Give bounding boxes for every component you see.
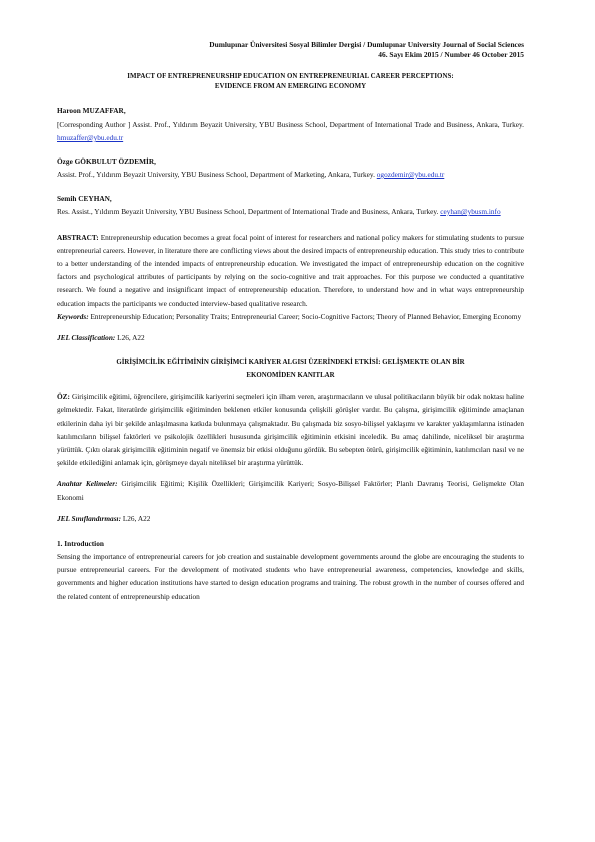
- oz-text: Girişimcilik eğitimi, öğrencilere, girişimcilik kariyerini seçmeleri için ilham veren, araştırmacıların ve ulusal politikacıların büyük bir odak noktası haline gelmektedir. Fakat, literatürde girişimcilik eğitiminden beklenen etkiler konusunda çelişkili görüşler vardır. Bu çalışma, girişimcilik eğitiminde amaçlanan etkilerinin daha iyi bir şekilde anlaşılmasına katkıda bulunmaya çalışmaktadır. Bu çalışmada biz sosyo-bilişsel yaklaşımı ve karakter yaklaşımlarına istinaden katılımcıların bilişsel faktörleri ve psikolojik özellikleri hususunda girişimcilik eğitiminin etkisini inceledik. Bu amaç dahilinde, niceliksel bir araştırma yürüttük. Çıktı olarak girişimcilik eğitiminin negatif ve önemsiz bir etkisi olduğunu gördük. Bu sebepten ötürü, girişimcilik eğitiminin, katılımcıları nasıl ve ne şekilde etkilediğini anlamak için, görüşmeye dayalı niteliksel bir araştırma yürüttük.: [57, 392, 525, 468]
- oz-label: ÖZ:: [57, 392, 70, 402]
- abstract: [57, 231, 524, 310]
- turkish-keywords: [57, 477, 524, 503]
- affiliation-line: and Business, Ankara, Turkey.: [433, 119, 524, 129]
- journal-header-line2: 46. Sayı Ekim 2015 / Number 46 October 2015: [378, 50, 524, 59]
- turkish-title-line1: GİRİŞİMCİLİK EĞİTİMİNİN GİRİŞİMCİ KARİYER ALGISI ÜZERİNDEKİ ETKİSİ: GELİŞMEKTE OLAN BİR: [116, 359, 465, 367]
- author-block-2: [57, 155, 524, 182]
- author-name: Haroon MUZAFFAR,: [57, 106, 126, 115]
- anahtar-text: Girişimcilik Eğitimi; Kişilik Özellikleri; Girişimcilik Kariyeri; Sosyo-Bilişsel Faktörler; Planlı Davranış Teorisi, Gelişmekte Olan Ekonomi: [57, 479, 524, 502]
- abstract-label: ABSTRACT:: [57, 232, 99, 242]
- paper-title-line1: IMPACT OF ENTREPRENEURSHIP EDUCATION ON ENTREPRENEURIAL CAREER PERCEPTIONS:: [127, 73, 454, 80]
- journal-header-line1: Dumlupınar Üniversitesi Sosyal Bilimler Dergisi / Dumlupınar University Journal of Social Sciences: [209, 40, 524, 49]
- section-heading-introduction: 1. Introduction: [57, 538, 104, 548]
- turkish-abstract: [57, 390, 524, 469]
- author-email-link[interactable]: hmuzaffer@ybu.edu.tr: [57, 133, 124, 142]
- author-email-link[interactable]: ogozdemir@ybu.edu.tr: [376, 170, 445, 179]
- jel-tr-label: JEL Sınıflandırması:: [57, 513, 121, 523]
- affiliation-line: Turkey.: [416, 207, 439, 216]
- keywords: [57, 310, 524, 323]
- jel-label: JEL Classification:: [57, 332, 116, 342]
- turkish-title-line2: EKONOMİDEN KANITLAR: [246, 372, 335, 380]
- author-affiliation: [57, 205, 524, 219]
- author-block-3: [57, 192, 524, 219]
- affiliation-line: Res. Assist., Yıldırım Beyazit University, YBU Business School, Department of International Trade and Business, Ankara,: [57, 207, 415, 216]
- author-affiliation: [57, 168, 524, 182]
- paper-title-line2: EVIDENCE FROM AN EMERGING ECONOMY: [214, 83, 367, 90]
- page: [57, 40, 524, 603]
- journal-header: [57, 40, 524, 60]
- jel-tr-text: L26, A22: [122, 513, 151, 523]
- introduction-text: Sensing the importance of entrepreneurial careers for job creation and sustainable development governments around the globe are encouraging the students to pursue entrepreneurial careers. For the development of motivated students who have entrepreneurial awareness, competencies, knowledge and skills, governments and higher education institutions have started to design education programs and training. The robust growth in the number of courses offered and the related content of entrepreneurship education: [57, 551, 524, 601]
- author-name: Özge GÖKBULUT ÖZDEMİR,: [57, 156, 156, 166]
- anahtar-label: Anahtar Kelimeler:: [57, 479, 118, 489]
- abstract-text: Entrepreneurship education becomes a great focal point of interest for researchers and national policy makers for stimulating students to pursue entrepreneurial careers. However, in literature there are conflicting views about the desired impacts of entrepreneurship education. This study tries to contribute to a better understanding of the intended impacts of entrepreneurship education. We investigated the impact of entrepreneurship education on the cognitive factors and psychological attributes of participants by relying on the socio-cognitive and trait approaches. For this purpose we conducted a quantitative research. We found a negative and insignificant impact of entrepreneurship education. Therefore, to understand how and in what ways entrepreneurship education impacts the participants we conducted interview-based qualitative research.: [57, 232, 524, 308]
- author-affiliation: [57, 118, 524, 145]
- author-name: Semih CEYHAN,: [57, 193, 112, 203]
- paper-title: [57, 72, 524, 92]
- affiliation-line: Assist. Prof., Yıldırım Beyazit University, YBU Business School, Department of Marketing, Ankara, Turkey.: [57, 170, 375, 179]
- jel-text: L26, A22: [117, 332, 145, 342]
- turkish-jel: [57, 512, 524, 525]
- turkish-title: [57, 356, 524, 382]
- keywords-label: Keywords:: [57, 311, 89, 321]
- author-email-link[interactable]: ceyhan@ybusm.info: [440, 207, 501, 216]
- keywords-text: Entrepreneurship Education; Personality Traits; Entrepreneurial Career; Socio-Cognitive Factors; Theory of Planned Behavior, Emerging Economy: [90, 311, 522, 321]
- jel-classification: [57, 331, 524, 344]
- affiliation-line: [Corresponding Author ] Assist. Prof., Yıldırım Beyazit University, YBU Business School, Department of International Trade: [57, 119, 432, 129]
- author-block-1: [57, 104, 524, 145]
